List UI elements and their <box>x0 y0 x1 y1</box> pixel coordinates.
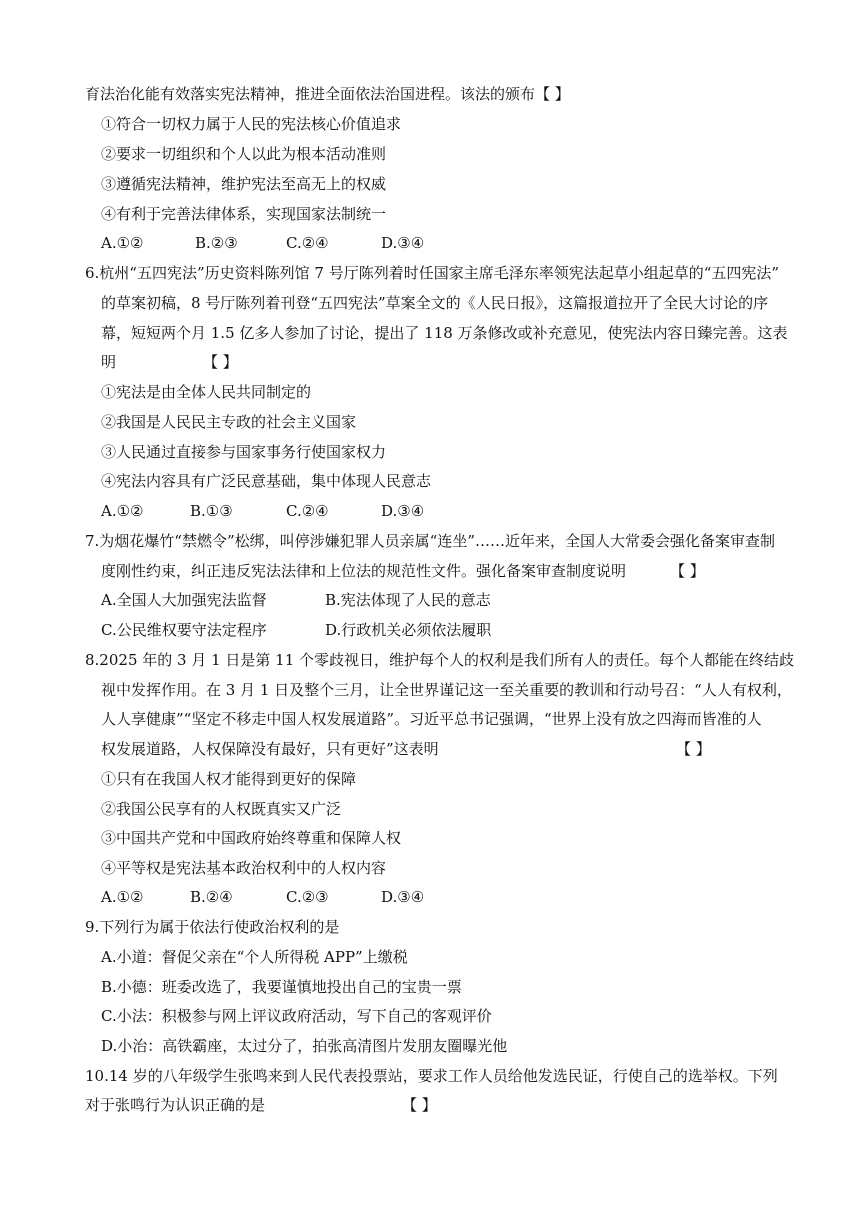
q9-option-d[interactable]: D.小治：高铁霸座，太过分了，拍张高清图片发朋友圈曝光他 <box>101 1037 508 1055</box>
q8-item-4: ④平等权是宪法基本政治权利中的人权内容 <box>101 859 387 877</box>
q7-option-d[interactable]: D.行政机关必须依法履职 <box>325 621 492 639</box>
q6-stem-line-4: 明 <box>101 353 117 371</box>
q8-answer-bracket: 【 】 <box>676 740 711 758</box>
q8-stem-line-4: 权发展道路，人权保障没有最好，只有更好”这表明 <box>101 740 439 758</box>
q7-stem-line-1: 7.为烟花爆竹“禁燃令”松绑，叫停涉嫌犯罪人员亲属“连坐”……近年来，全国人大常委会强化备案审查制 <box>85 532 775 550</box>
q9-option-b[interactable]: B.小德：班委改选了，我要谨慎地投出自己的宝贵一票 <box>101 978 462 996</box>
q6-stem-line-3: 幕，短短两个月 1.5 亿多人参加了讨论，提出了 118 万条修改或补充意见，使宪法内容日臻完善。这表 <box>101 324 788 342</box>
q8-item-3: ③中国共产党和中国政府始终尊重和保障人权 <box>101 829 402 847</box>
q5-option-a[interactable]: A.①② <box>101 234 144 252</box>
q8-item-2: ②我国公民享有的人权既真实又广泛 <box>101 800 342 818</box>
q5-item-1: ①符合一切权力属于人民的宪法核心价值追求 <box>101 115 402 133</box>
q8-stem-line-3: 人人享健康”“坚定不移走中国人权发展道路”。习近平总书记强调，“世界上没有放之四海而皆准的人 <box>101 710 762 728</box>
q7-option-a[interactable]: A.全国人大加强宪法监督 <box>101 591 267 609</box>
q6-stem-line-2: 的草案初稿，8 号厅陈列着刊登“五四宪法”草案全文的《人民日报》，这篇报道拉开了全民大讨论的序 <box>101 294 769 312</box>
q8-stem-line-1: 8.2025 年的 3 月 1 日是第 11 个零歧视日，维护每个人的权利是我们所有人的责任。每个人都能在终结歧 <box>85 651 795 669</box>
q5-item-4: ④有利于完善法律体系，实现国家法制统一 <box>101 205 387 223</box>
q10-stem-line-1: 10.14 岁的八年级学生张鸣来到人民代表投票站，要求工作人员给他发选民证，行使自己的选举权。下列 <box>85 1067 778 1085</box>
q6-stem-line-1: 6.杭州“五四宪法”历史资料陈列馆 7 号厅陈列着时任国家主席毛泽东率领宪法起草小组起草的“五四宪法” <box>85 264 780 282</box>
q5-stem: 育法治化能有效落实宪法精神，推进全面依法治国进程。该法的颁布【 】 <box>85 85 570 103</box>
q5-option-b[interactable]: B.②③ <box>195 234 238 252</box>
q7-option-b[interactable]: B.宪法体现了人民的意志 <box>325 591 491 609</box>
q5-item-2: ②要求一切组织和个人以此为根本活动准则 <box>101 145 387 163</box>
q9-stem: 9.下列行为属于依法行使政治权利的是 <box>85 918 340 936</box>
q7-answer-bracket: 【 】 <box>670 562 705 580</box>
q8-option-b[interactable]: B.②④ <box>190 888 233 906</box>
q8-item-1: ①只有在我国人权才能得到更好的保障 <box>101 770 357 788</box>
q6-answer-bracket: 【 】 <box>203 353 238 371</box>
q9-option-a[interactable]: A.小道：督促父亲在“个人所得税 APP”上缴税 <box>101 948 408 966</box>
q7-option-c[interactable]: C.公民维权要守法定程序 <box>101 621 267 639</box>
q8-option-d[interactable]: D.③④ <box>381 888 425 906</box>
q8-option-c[interactable]: C.②③ <box>286 888 329 906</box>
q5-option-d[interactable]: D.③④ <box>381 234 425 252</box>
q6-option-d[interactable]: D.③④ <box>381 502 425 520</box>
q8-option-a[interactable]: A.①② <box>101 888 144 906</box>
q6-item-4: ④宪法内容具有广泛民意基础，集中体现人民意志 <box>101 472 432 490</box>
q6-option-c[interactable]: C.②④ <box>286 502 329 520</box>
q6-item-3: ③人民通过直接参与国家事务行使国家权力 <box>101 443 387 461</box>
q6-option-b[interactable]: B.①③ <box>190 502 233 520</box>
q6-option-a[interactable]: A.①② <box>101 502 144 520</box>
q6-item-1: ①宪法是由全体人民共同制定的 <box>101 383 312 401</box>
q8-stem-line-2: 视中发挥作用。在 3 月 1 日及整个三月，让全世界谨记这一至关重要的教训和行动号召：“人人有权利， <box>101 681 792 699</box>
q10-stem-line-2: 对于张鸣行为认识正确的是 <box>85 1096 266 1114</box>
q7-stem-line-2: 度刚性约束，纠正违反宪法法律和上位法的规范性文件。强化备案审查制度说明 <box>101 562 627 580</box>
q6-item-2: ②我国是人民民主专政的社会主义国家 <box>101 413 357 431</box>
q10-answer-bracket: 【 】 <box>402 1096 437 1114</box>
q5-item-3: ③遵循宪法精神，维护宪法至高无上的权威 <box>101 175 387 193</box>
q9-option-c[interactable]: C.小法：积极参与网上评议政府活动，写下自己的客观评价 <box>101 1007 492 1025</box>
q5-option-c[interactable]: C.②④ <box>286 234 329 252</box>
